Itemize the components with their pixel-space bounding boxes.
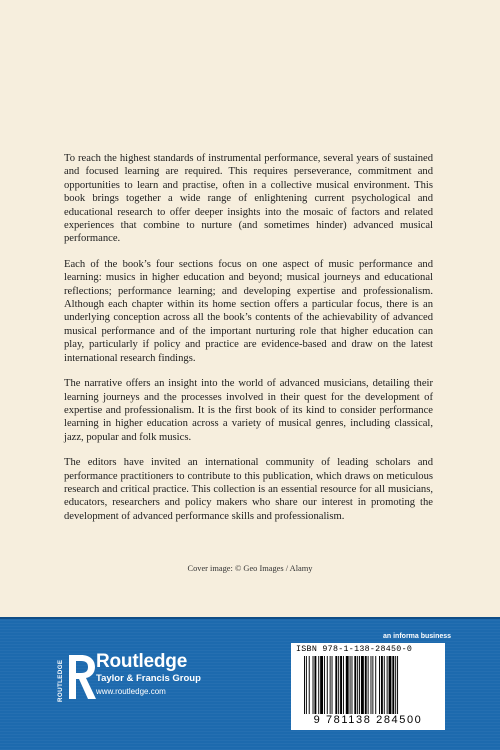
barcode-bars-icon <box>304 656 432 714</box>
cover-image-credit: Cover image: © Geo Images / Alamy <box>187 564 313 573</box>
footer-top-stripe <box>0 617 500 619</box>
isbn-label: ISBN 978-1-138-28450-0 <box>296 645 413 654</box>
publisher-name: Routledge <box>96 651 188 672</box>
routledge-logo-icon <box>55 651 99 703</box>
cover-blurb <box>64 152 433 535</box>
routledge-vertical-text: ROUTLEDGE <box>57 659 64 702</box>
publisher-branding <box>96 651 201 697</box>
blurb-paragraph-4: The editors have invited an international community of leading scholars and performance practitioners to contribute to this publication, which draws on meticulous research and critical practice. This collection is an essential resource for all musicians, educators, researchers and policy makers who share our interest in promoting the development of advanced performance skills and professionalism. <box>64 457 433 522</box>
publisher-url: www.routledge.com <box>96 687 166 696</box>
blurb-paragraph-1: To reach the highest standards of instrumental performance, several years of sustained and focused learning are required. This requires perseverance, commitment and opportunities to learn and practise, often in a collective musical environment. This book brings together a wide range of enlightening current psychological and educational research to offer deeper insights into the mosaic of factors and related experiences that combine to nurture (and sometimes hinder) advanced musical performance. <box>64 153 433 245</box>
blurb-paragraph-2: Each of the book’s four sections focus on one aspect of music performance and learning: musics in higher education and beyond; musical journeys and educational reflections; performance learning; and developing expertise and professionalism. Although each chapter within its home section offers a particular focus, there is an underlying conception across all the book’s contents of the achievability of advanced musical performance and of the important nurturing role that higher education can play, particularly if policy and practice are evidence-based and draw on the latest international research findings. <box>64 258 433 364</box>
publisher-group: Taylor & Francis Group <box>96 673 201 684</box>
informa-tagline: an informa business <box>383 633 452 640</box>
barcode-digits: 9 781138 284500 <box>313 714 423 726</box>
isbn-barcode <box>291 643 445 730</box>
blurb-paragraph-3: The narrative offers an insight into the world of advanced musicians, detailing their learning journeys and the processes involved in their quest for the development of expertise and professionalism. It is the first book of its kind to consider performance learning in higher education across a variety of musical genres, including classical, jazz, popular and folk musics. <box>64 378 433 443</box>
